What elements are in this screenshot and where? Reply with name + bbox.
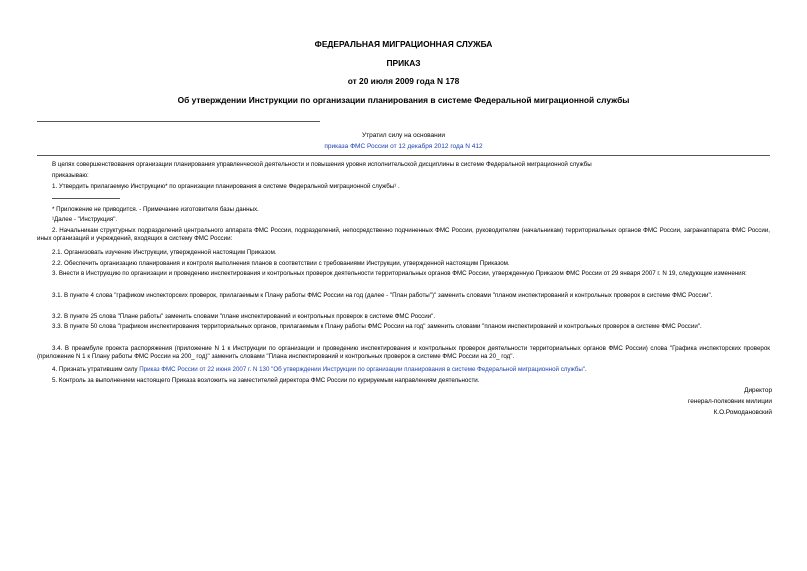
doc-date-number: от 20 июля 2009 года N 178	[347, 76, 460, 86]
paragraph-3-3: 3.3. В пункте 50 слова "графиком инспектирования территориальных органов, прилагаемым к Плану работы ФМС России на год" заменить словами "планом инспектирований и контрольных проверок в системе ФМС России".	[52, 323, 702, 330]
paragraph-2-1: 2.1. Организовать изучение Инструкции, утвержденной настоящим Приказом.	[52, 249, 277, 256]
footnote-1: * Приложение не приводится. - Примечание изготовителя базы данных.	[52, 206, 259, 213]
intro-order-word: приказываю:	[52, 172, 89, 179]
paragraph-4-prefix: 4. Признать утратившим силу	[52, 366, 140, 373]
paragraph-3: 3. Внести в Инструкцию по организации и проведению инспектирования и контрольных проверок деятельности территориальных органов ФМС России, утвержденную Приказом ФМС России от 29 января 2007 г. N 19, следующие изменения:	[52, 270, 747, 277]
paragraph-1: 1. Утвердить прилагаемую Инструкцию* по организации планирования в системе Федеральной миграционной службы¹ .	[52, 183, 400, 190]
paragraph-2-2: 2.2. Обеспечить организацию планирования и контроля выполнения планов в соответствии с требованиями Инструкции, утвержденной настоящим Приказом.	[52, 260, 510, 267]
doc-type: ПРИКАЗ	[386, 58, 421, 68]
paragraph-4	[52, 366, 772, 374]
status-line: Утратил силу на основании	[361, 132, 446, 139]
footnote-divider	[52, 198, 120, 199]
doc-title: Об утверждении Инструкции по организации планирования в системе Федеральной миграционной службы	[177, 95, 630, 105]
signature-name: К.О.Ромодановский	[713, 409, 772, 416]
agency-name: ФЕДЕРАЛЬНАЯ МИГРАЦИОННАЯ СЛУЖБА	[314, 39, 493, 49]
repealed-order-link[interactable]: Приказ ФМС России от 22 июня 2007 г. N 130 "Об утверждении Инструкции по организации планирования в системе Федеральной миграционной службы"	[139, 366, 585, 373]
paragraph-3-1: 3.1. В пункте 4 слова "графиком инспекторских проверок, прилагаемым к Плану работы ФМС России на год (далее - "План работы")" заменить словами "планом инспектирований и контрольных проверок в системе ФМС России".	[52, 292, 713, 299]
intro-paragraph: В целях совершенствования организации планирования управленческой деятельности и повышения уровня исполнительской дисциплины в системе Федеральной миграционной службы	[52, 161, 592, 168]
signature-role: Директор	[744, 387, 772, 394]
footnote-2: ¹Далее - "Инструкция".	[52, 216, 118, 223]
paragraph-4-suffix: .	[584, 366, 587, 373]
status-divider	[37, 155, 770, 156]
paragraph-2: 2. Начальникам структурных подразделений центрального аппарата ФМС России, подразделений, непосредственно подчиненных ФМС России, руководителям (начальникам) территориальных органов ФМС России, загранаппарата ФМС России, иных организаций и учреждений, входящих в систему ФМС России:	[37, 227, 770, 243]
paragraph-3-2: 3.2. В пункте 25 слова "Плане работы" заменить словами "плане инспектирований и контрольных проверок в системе ФМС России".	[52, 313, 436, 320]
repeal-link[interactable]: приказа ФМС России от 12 декабря 2012 года N 412	[324, 143, 483, 150]
paragraph-5: 5. Контроль за выполнением настоящего Приказа возложить на заместителей директора ФМС России по курируемым направлениям деятельности.	[52, 377, 480, 384]
paragraph-3-4: 3.4. В преамбуле проекта распоряжения (приложение N 1 к Инструкции по организации и проведению инспектирования и контрольных проверок деятельности территориальных органов ФМС России) слова "Графика инспекторских проверок (приложение N 1 к Плану работы ФМС России на 200_ год)" заменить словами "Плана инспектирований и контрольных проверок в системе ФМС России на 20_ год".	[37, 345, 770, 361]
title-divider	[37, 121, 320, 122]
signature-rank: генерал-полковник милиции	[688, 398, 772, 405]
